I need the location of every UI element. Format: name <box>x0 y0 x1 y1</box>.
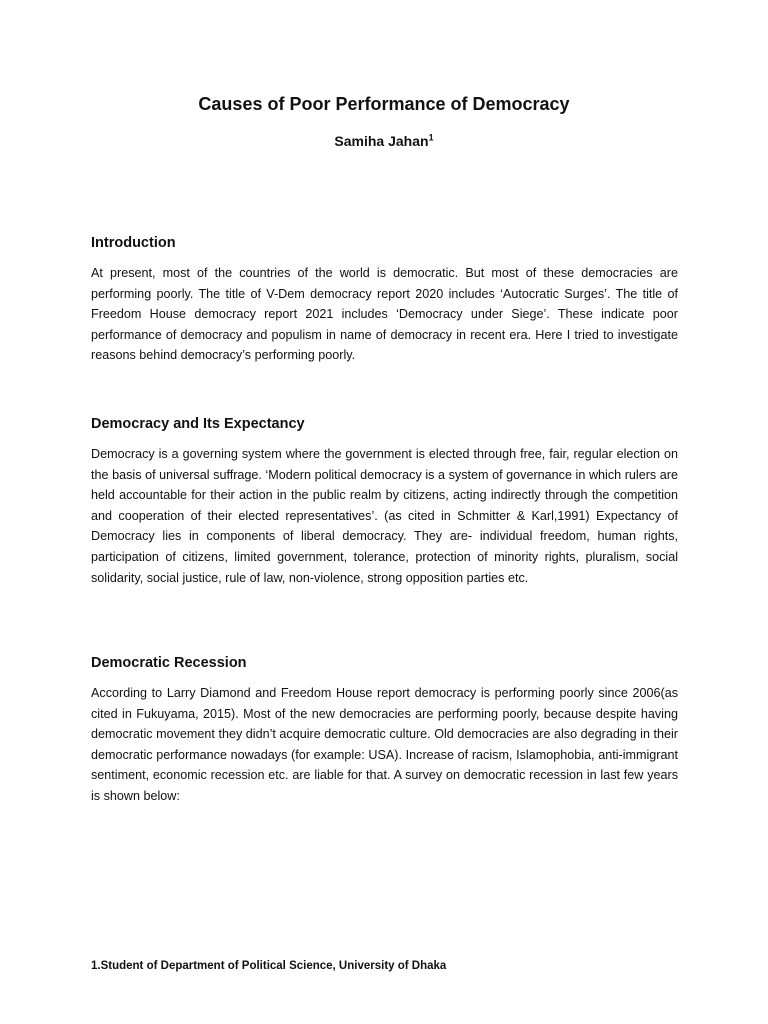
author-line <box>0 133 768 149</box>
section-body: According to Larry Diamond and Freedom House report democracy is performing poorly since 2006(as cited in Fukuyama, 2015). Most of the new democracies are performing poorly, because despite having democratic movement they didn’t acquire democratic culture. Old democracies are also degrading in their democratic performance nowadays (for example: USA). Increase of racism, Islamophobia, anti-immigrant sentiment, economic recession etc. are liable for that. A survey on democratic recession in last few years is shown below: <box>91 686 678 803</box>
footnote: 1.Student of Department of Political Science, University of Dhaka <box>91 960 447 972</box>
section-heading: Democracy and Its Expectancy <box>91 416 305 432</box>
section-body: At present, most of the countries of the world is democratic. But most of these democracies are performing poorly. The title of V-Dem democracy report 2020 includes ‘Autocratic Surges’. The title of Freedom House democracy report 2021 includes ‘Democracy under Siege’. These indicate poor performance of democracy and populism in name of democracy in recent era. Here I tried to investigate reasons behind democracy’s performing poorly. <box>91 266 678 363</box>
section-democracy-expectancy <box>91 416 678 588</box>
section-heading: Introduction <box>91 235 176 251</box>
section-heading: Democratic Recession <box>91 655 247 671</box>
section-body: Democracy is a governing system where the government is elected through free, fair, regular election on the basis of universal suffrage. ‘Modern political democracy is a system of governance in which rulers are held accountable for their action in the public realm by citizens, acting indirectly through the competition and cooperation of their elected representatives’. (as cited in Schmitter & Karl,1991) Expectancy of Democracy lies in components of liberal democracy. They are- individual freedom, human rights, participation of citizens, limited government, tolerance, protection of minority rights, pluralism, social solidarity, social justice, rule of law, non-violence, strong opposition parties etc. <box>91 447 678 585</box>
author-name: Samiha Jahan <box>334 133 429 149</box>
section-democratic-recession <box>91 655 678 807</box>
section-introduction <box>91 235 678 366</box>
document-title: Causes of Poor Performance of Democracy <box>198 94 570 114</box>
author-footnote-marker: 1 <box>428 132 434 143</box>
